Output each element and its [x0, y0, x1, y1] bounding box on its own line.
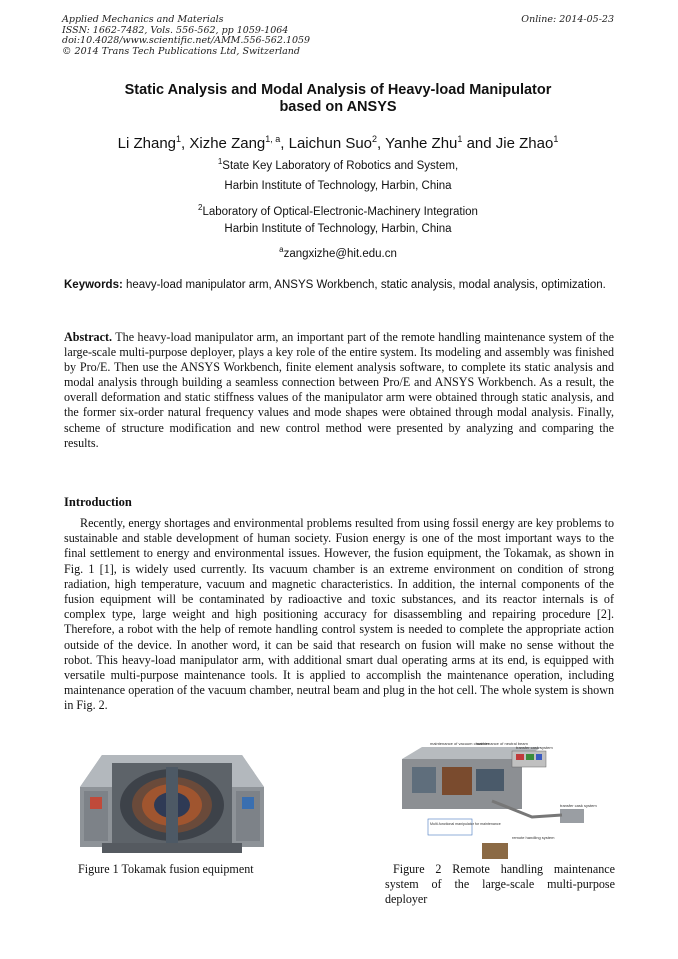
author-separator: and — [462, 135, 496, 152]
affiliation-mark: 2 — [198, 203, 203, 212]
journal-name: Applied Mechanics and Materials — [62, 14, 224, 25]
keywords-label: Keywords: — [64, 279, 123, 291]
email-address[interactable]: zangxizhe@hit.edu.cn — [283, 247, 397, 260]
author-name: Xizhe Zang — [189, 135, 266, 152]
figure-2-remote-handling-image — [392, 739, 597, 861]
author-affiliation-mark: 2 — [372, 134, 378, 144]
fig2-label: remote handling system — [512, 835, 555, 840]
figure-2-caption: Figure 2 Remote handling maintenance system of the large-scale multi-purpose deployer — [385, 862, 615, 906]
keywords-block — [64, 279, 614, 293]
abstract-text: The heavy-load manipulator arm, an important part of the remote handling maintenance system of the large-scale multi-purpose deployer, plays a key role of the entire system. Its modeling and assembly was finished by Pro/E. Then use the ANSYS Workbench, finite element analysis software, to complete its static analysis and modal analysis through building a seamless connection between Pro/E and ANSYS Workbench. As a result, the overall deformation and static stiffness values of the manipulator arm were obtained through static analysis, and the former six-order natural frequency values and mode shapes were obtained through modal analysis. Finally, scheme of structure modification and new control method were presented by analyzing and comparing the results. — [64, 330, 615, 450]
fig2-label: transfer cask system — [516, 745, 553, 750]
author-separator: , — [280, 135, 289, 152]
copyright-line: © 2014 Trans Tech Publications Ltd, Switzerland — [62, 45, 301, 57]
paper-title — [62, 82, 614, 116]
figure-1-caption: Figure 1 Tokamak fusion equipment — [78, 862, 254, 876]
author-separator: , — [377, 135, 386, 152]
author-name: Yanhe Zhu — [385, 135, 458, 152]
keywords-text: heavy-load manipulator arm, ANSYS Workbench, static analysis, modal analysis, optimization. — [126, 279, 606, 291]
author-separator: , — [181, 135, 190, 152]
author-list — [62, 130, 614, 153]
affiliation-2-line-2: Harbin Institute of Technology, Harbin, China — [224, 223, 452, 235]
introduction-paragraph: Recently, energy shortages and environmental problems resulted from using fossil energy are key problems to sustainable and stable development of human society. Fusion energy is one of the most important ways to the final settlement to energy and environmental issues. However, the fusion equipment, the Tokamak, as shown in Fig. 1 [1], is widely used currently. Its vacuum chamber is an extreme environment on condition of strong radiation, high temperature, vacuum and magnetic characteristics. In addition, the internal components of the fusion equipment will be contaminated by radioactive and toxic substances, and its reactor internals is of complex type, large weight and high positioning accuracy for disassembling and repairing procedure [2]. Therefore, a robot with the help of remote handling control system is needed to complete the appropriate action outside of the device. In another word, it can be said that research on fusion will make no sense without the robot. This heavy-load manipulator arm, with additional smart dual operating arms at its end, is equipped with versatile multi-purpose maintenance tools. It is applied to accomplish the maintenance operation, including maintenance operation of the vacuum chamber, neutral beam and plug in the hot cell. The whole system is shown in Fig. 2. — [64, 516, 614, 713]
journal-header — [62, 15, 310, 57]
title-line-2: based on ANSYS — [279, 99, 397, 115]
author-name: Laichun Suo — [288, 135, 373, 152]
author-affiliation-mark: 1, a — [265, 134, 281, 144]
issn-line: ISSN: 1662-7482, Vols. 556-562, pp 1059-1064 — [62, 24, 289, 36]
affiliation-text: State Key Laboratory of Robotics and System, — [222, 159, 459, 172]
author-affiliation-mark: 1 — [457, 134, 463, 144]
author-email — [62, 243, 614, 261]
author-name: Li Zhang — [117, 135, 177, 152]
title-line-1: Static Analysis and Modal Analysis of Heavy-load Manipulator — [124, 82, 552, 98]
author-name: Jie Zhao — [495, 135, 554, 152]
author-affiliation-mark: 1 — [176, 134, 182, 144]
fig2-label: transfer cask system — [560, 803, 597, 808]
fig2-label: Multi-functional manipulator for maintenance — [430, 822, 501, 826]
fig2-label: maintenance of vacuum chamber — [430, 741, 490, 746]
affiliation-text: Laboratory of Optical-Electronic-Machinery Integration — [202, 205, 478, 218]
affiliation-2-line-1 — [62, 201, 614, 219]
doi-line: doi:10.4028/www.scientific.net/AMM.556-562.1059 — [62, 35, 311, 47]
online-date: Online: 2014-05-23 — [521, 14, 614, 25]
figure-1-tokamak-image — [72, 747, 272, 857]
fig2-label: maintenance of neutral beam — [476, 741, 528, 746]
email-mark: a — [279, 245, 284, 254]
section-heading-introduction: Introduction — [64, 495, 132, 509]
abstract-label: Abstract. — [64, 330, 113, 344]
author-affiliation-mark: 1 — [553, 134, 559, 144]
affiliation-mark: 1 — [217, 157, 223, 166]
abstract-block — [64, 330, 614, 451]
affiliation-1-line-2: Harbin Institute of Technology, Harbin, China — [224, 180, 452, 192]
affiliation-1-line-1 — [62, 155, 614, 173]
